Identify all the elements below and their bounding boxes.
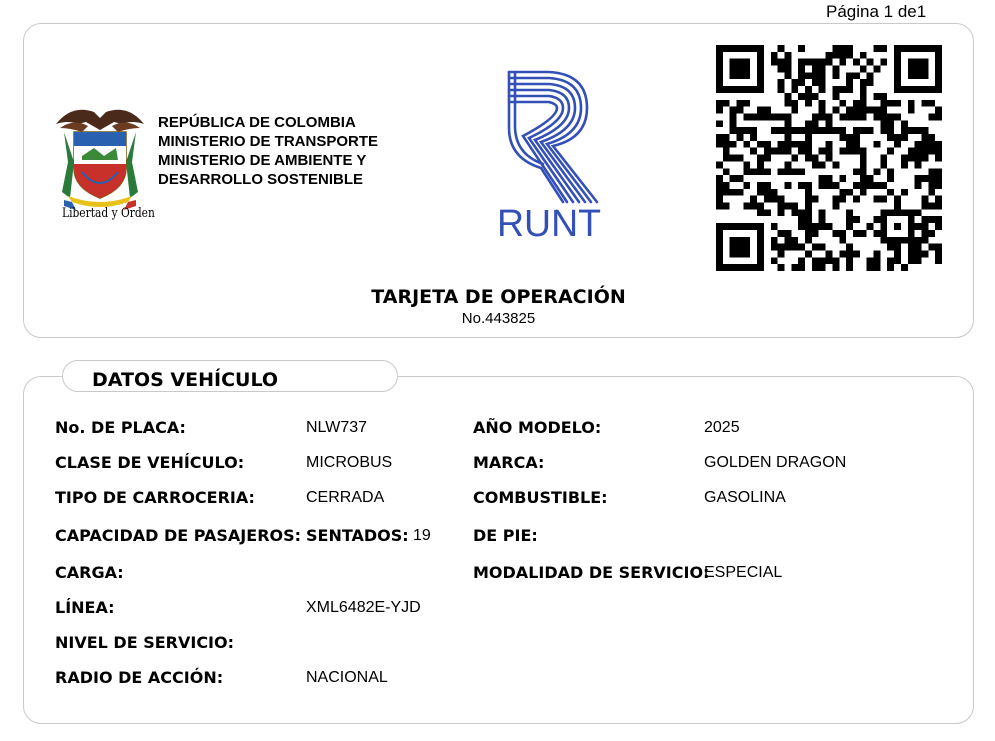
anio-modelo-label: AÑO MODELO: (473, 418, 602, 437)
coat-of-arms-motto: Libertad y Orden (62, 206, 155, 221)
carga-label: CARGA: (55, 563, 124, 582)
linea-label: LÍNEA: (55, 598, 115, 617)
capacidad-label: CAPACIDAD DE PASAJEROS: (55, 526, 302, 545)
modalidad-label: MODALIDAD DE SERVICIO: (473, 563, 710, 582)
agency-line: MINISTERIO DE TRANSPORTE (158, 133, 379, 150)
page-number: Página 1 de1 (826, 2, 927, 21)
combustible-label: COMBUSTIBLE: (473, 488, 608, 507)
document-number: No.443825 (461, 310, 536, 327)
radio-accion-value: NACIONAL (306, 669, 388, 686)
clase-label: CLASE DE VEHÍCULO: (55, 453, 245, 472)
agency-line: MINISTERIO DE AMBIENTE Y (158, 152, 367, 169)
linea-value: XML6482E-YJD (306, 599, 421, 616)
runt-logo (495, 68, 605, 248)
runt-logo-text: RUNT (497, 203, 601, 245)
combustible-value: GASOLINA (704, 489, 786, 506)
radio-accion-label: RADIO DE ACCIÓN: (55, 668, 224, 687)
anio-modelo-value: 2025 (704, 419, 740, 436)
carroceria-value: CERRADA (306, 489, 385, 506)
carroceria-label: TIPO DE CARROCERIA: (55, 488, 255, 507)
agency-line: REPÚBLICA DE COLOMBIA (158, 114, 356, 131)
modalidad-value: ESPECIAL (704, 564, 783, 581)
marca-label: MARCA: (473, 453, 545, 472)
issuing-agency (158, 113, 378, 189)
sentados-label: SENTADOS: (306, 526, 409, 545)
qr-code-icon (716, 45, 942, 271)
nivel-servicio-label: NIVEL DE SERVICIO: (55, 633, 235, 652)
sentados-value: 19 (413, 527, 431, 544)
placa-value: NLW737 (306, 419, 368, 436)
de-pie-label: DE PIE: (473, 526, 538, 545)
placa-label: No. DE PLACA: (55, 418, 186, 437)
section-title: DATOS VEHÍCULO (92, 369, 279, 391)
agency-line: DESARROLLO SOSTENIBLE (158, 171, 364, 188)
document-title: TARJETA DE OPERACIÓN (371, 286, 626, 308)
clase-value: MICROBUS (306, 454, 393, 471)
marca-value: GOLDEN DRAGON (704, 454, 847, 471)
